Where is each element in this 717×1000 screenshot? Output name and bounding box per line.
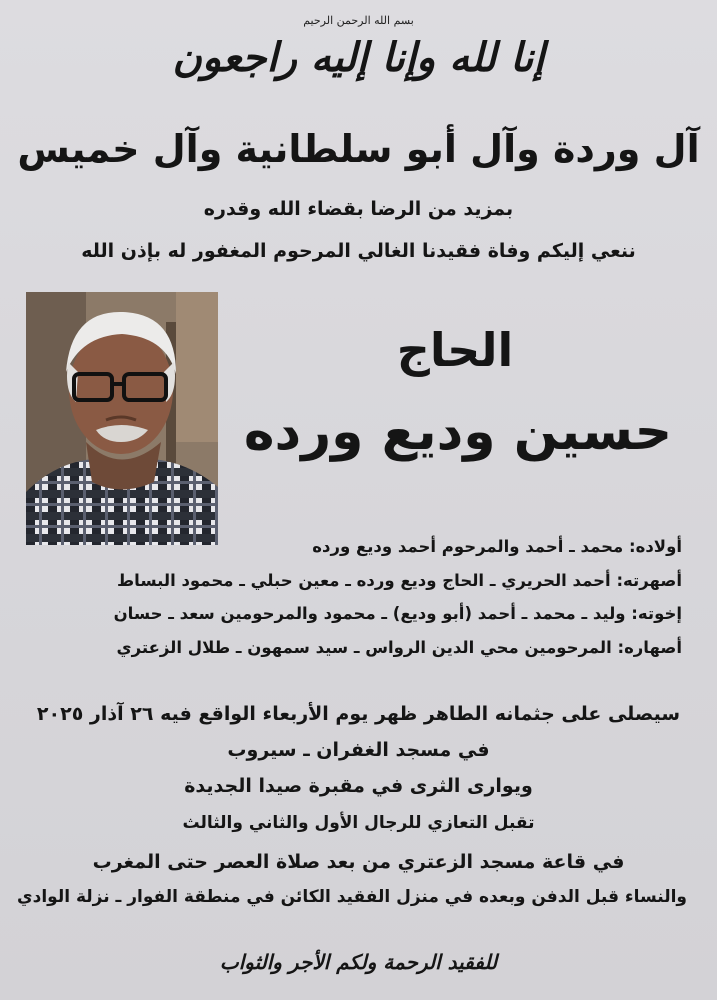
burial-line: ويوارى الثرى في مقبرة صيدا الجديدة [184, 775, 533, 797]
funeral-mosque: في مسجد الغفران ـ سيروب [227, 739, 490, 761]
condolences-days: تقبل التعازي للرجال الأول والثاني والثالث [182, 813, 535, 833]
deceased-photo [26, 292, 218, 545]
deceased-name: حسين وديع ورده [243, 402, 673, 462]
resignation-line: بمزيد من الرضا بقضاء الله وقدره [203, 198, 514, 220]
funeral-prayer: سيصلى على جثمانه الطاهر ظهر يوم الأربعاء الواقع فيه ٢٦ آذار ٢٠٢٥ [36, 703, 681, 725]
quran-verse: إنا لله وإنا إليه راجعون [172, 34, 545, 81]
relatives-siblings: إخوته: وليد ـ محمد ـ أحمد (أبو وديع) ـ محمود والمرحومين سعد ـ حسان [113, 604, 682, 623]
closing-prayer: للفقيد الرحمة ولكم الأجر والثواب [219, 950, 498, 974]
condolences-place: في قاعة مسجد الزعتري من بعد صلاة العصر حتى المغرب [92, 851, 625, 873]
bismillah-text: بسم الله الرحمن الرحيم [303, 14, 414, 27]
relatives-in-laws: أصهرته: أحمد الحريري ـ الحاج وديع ورده ـ معين حبلي ـ محمود البساط [117, 571, 682, 590]
relatives-sons: أولاده: محمد ـ أحمد والمرحوم أحمد وديع ورده [312, 537, 682, 556]
deceased-honorific: الحاج [396, 323, 514, 377]
relatives-brothers-in-law: أصهاره: المرحومين محي الدين الرواس ـ سيد سمهون ـ طلال الزعتري [116, 638, 682, 657]
families-heading: آل وردة وآل أبو سلطانية وآل خميس [17, 127, 700, 171]
women-condolences: والنساء قبل الدفن وبعده في منزل الفقيد الكائن في منطقة الفوار ـ نزلة الوادي [17, 887, 687, 907]
announcement-line: ننعي إليكم وفاة فقيدنا الغالي المرحوم المغفور له بإذن الله [81, 240, 636, 262]
